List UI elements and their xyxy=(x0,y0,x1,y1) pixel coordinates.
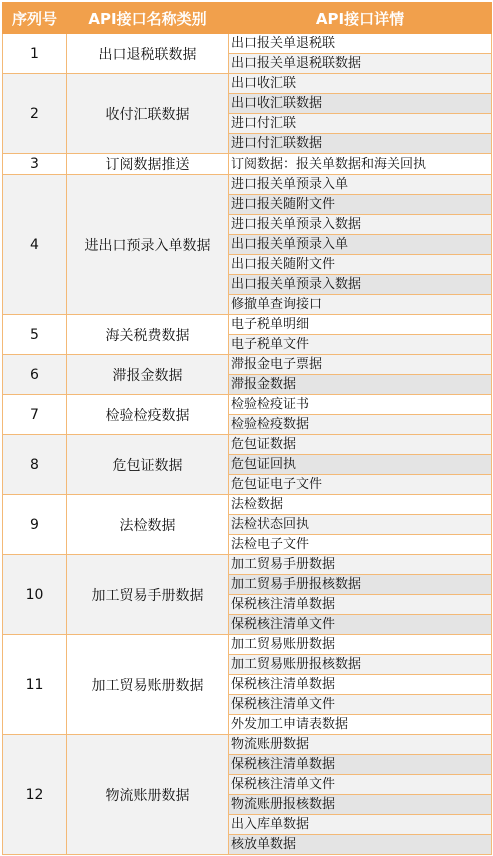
table-row xyxy=(3,495,492,515)
row-detail: 检验检疫数据 xyxy=(229,415,492,435)
row-index: 9 xyxy=(3,495,67,555)
row-index: 12 xyxy=(3,735,67,855)
row-index: 4 xyxy=(3,175,67,315)
row-detail: 法检状态回执 xyxy=(229,515,492,535)
row-index: 6 xyxy=(3,355,67,395)
row-detail: 出口报关随附文件 xyxy=(229,255,492,275)
row-detail: 进口付汇联数据 xyxy=(229,134,492,154)
row-category: 滞报金数据 xyxy=(67,355,229,395)
row-detail: 保税核注清单文件 xyxy=(229,615,492,635)
row-index: 3 xyxy=(3,154,67,175)
row-index: 11 xyxy=(3,635,67,735)
header-category: API接口名称类别 xyxy=(67,3,229,34)
row-detail: 进口付汇联 xyxy=(229,114,492,134)
row-category: 出口退税联数据 xyxy=(67,34,229,74)
table-row xyxy=(3,355,492,375)
row-detail: 保税核注清单文件 xyxy=(229,695,492,715)
row-detail: 外发加工申请表数据 xyxy=(229,715,492,735)
table-row xyxy=(3,74,492,94)
table-body xyxy=(3,34,492,855)
row-detail: 电子税单明细 xyxy=(229,315,492,335)
row-detail: 危包证电子文件 xyxy=(229,475,492,495)
row-index: 7 xyxy=(3,395,67,435)
table-row xyxy=(3,555,492,575)
row-detail: 出口收汇联数据 xyxy=(229,94,492,114)
table-row xyxy=(3,175,492,195)
row-detail: 物流账册报核数据 xyxy=(229,795,492,815)
row-detail: 保税核注清单文件 xyxy=(229,775,492,795)
row-detail: 加工贸易账册报核数据 xyxy=(229,655,492,675)
row-category: 收付汇联数据 xyxy=(67,74,229,154)
row-detail: 出口报关单预录入数据 xyxy=(229,275,492,295)
row-detail: 保税核注清单数据 xyxy=(229,755,492,775)
row-category: 海关税费数据 xyxy=(67,315,229,355)
row-detail: 核放单数据 xyxy=(229,835,492,855)
row-detail: 出口报关单预录入单 xyxy=(229,235,492,255)
row-detail: 出口报关单退税联数据 xyxy=(229,54,492,74)
row-category: 检验检疫数据 xyxy=(67,395,229,435)
row-detail: 保税核注清单数据 xyxy=(229,675,492,695)
row-detail: 进口报关随附文件 xyxy=(229,195,492,215)
table-row xyxy=(3,315,492,335)
row-detail: 电子税单文件 xyxy=(229,335,492,355)
row-detail: 出口收汇联 xyxy=(229,74,492,94)
header-detail: API接口详情 xyxy=(229,3,492,34)
row-detail: 滞报金数据 xyxy=(229,375,492,395)
table-row xyxy=(3,395,492,415)
row-detail: 法检电子文件 xyxy=(229,535,492,555)
row-category: 物流账册数据 xyxy=(67,735,229,855)
row-detail: 订阅数据：报关单数据和海关回执 xyxy=(229,154,492,175)
row-detail: 出口报关单退税联 xyxy=(229,34,492,54)
row-index: 8 xyxy=(3,435,67,495)
row-category: 危包证数据 xyxy=(67,435,229,495)
row-detail: 保税核注清单数据 xyxy=(229,595,492,615)
row-detail: 进口报关单预录入数据 xyxy=(229,215,492,235)
row-index: 1 xyxy=(3,34,67,74)
row-category: 进出口预录入单数据 xyxy=(67,175,229,315)
table-header-row xyxy=(3,3,492,34)
row-category: 法检数据 xyxy=(67,495,229,555)
table-row xyxy=(3,735,492,755)
row-index: 2 xyxy=(3,74,67,154)
row-detail: 进口报关单预录入单 xyxy=(229,175,492,195)
row-index: 5 xyxy=(3,315,67,355)
table-row xyxy=(3,435,492,455)
row-detail: 加工贸易手册数据 xyxy=(229,555,492,575)
row-detail: 修撤单查询接口 xyxy=(229,295,492,315)
table-row xyxy=(3,635,492,655)
row-index: 10 xyxy=(3,555,67,635)
row-detail: 危包证数据 xyxy=(229,435,492,455)
row-detail: 法检数据 xyxy=(229,495,492,515)
api-table-container xyxy=(2,2,491,855)
row-detail: 滞报金电子票据 xyxy=(229,355,492,375)
row-category: 订阅数据推送 xyxy=(67,154,229,175)
row-detail: 加工贸易账册数据 xyxy=(229,635,492,655)
row-detail: 物流账册数据 xyxy=(229,735,492,755)
row-category: 加工贸易账册数据 xyxy=(67,635,229,735)
row-detail: 检验检疫证书 xyxy=(229,395,492,415)
row-detail: 危包证回执 xyxy=(229,455,492,475)
row-category: 加工贸易手册数据 xyxy=(67,555,229,635)
table-row xyxy=(3,34,492,54)
header-index: 序列号 xyxy=(3,3,67,34)
api-table xyxy=(2,2,492,855)
row-detail: 出入库单数据 xyxy=(229,815,492,835)
table-row xyxy=(3,154,492,175)
row-detail: 加工贸易手册报核数据 xyxy=(229,575,492,595)
